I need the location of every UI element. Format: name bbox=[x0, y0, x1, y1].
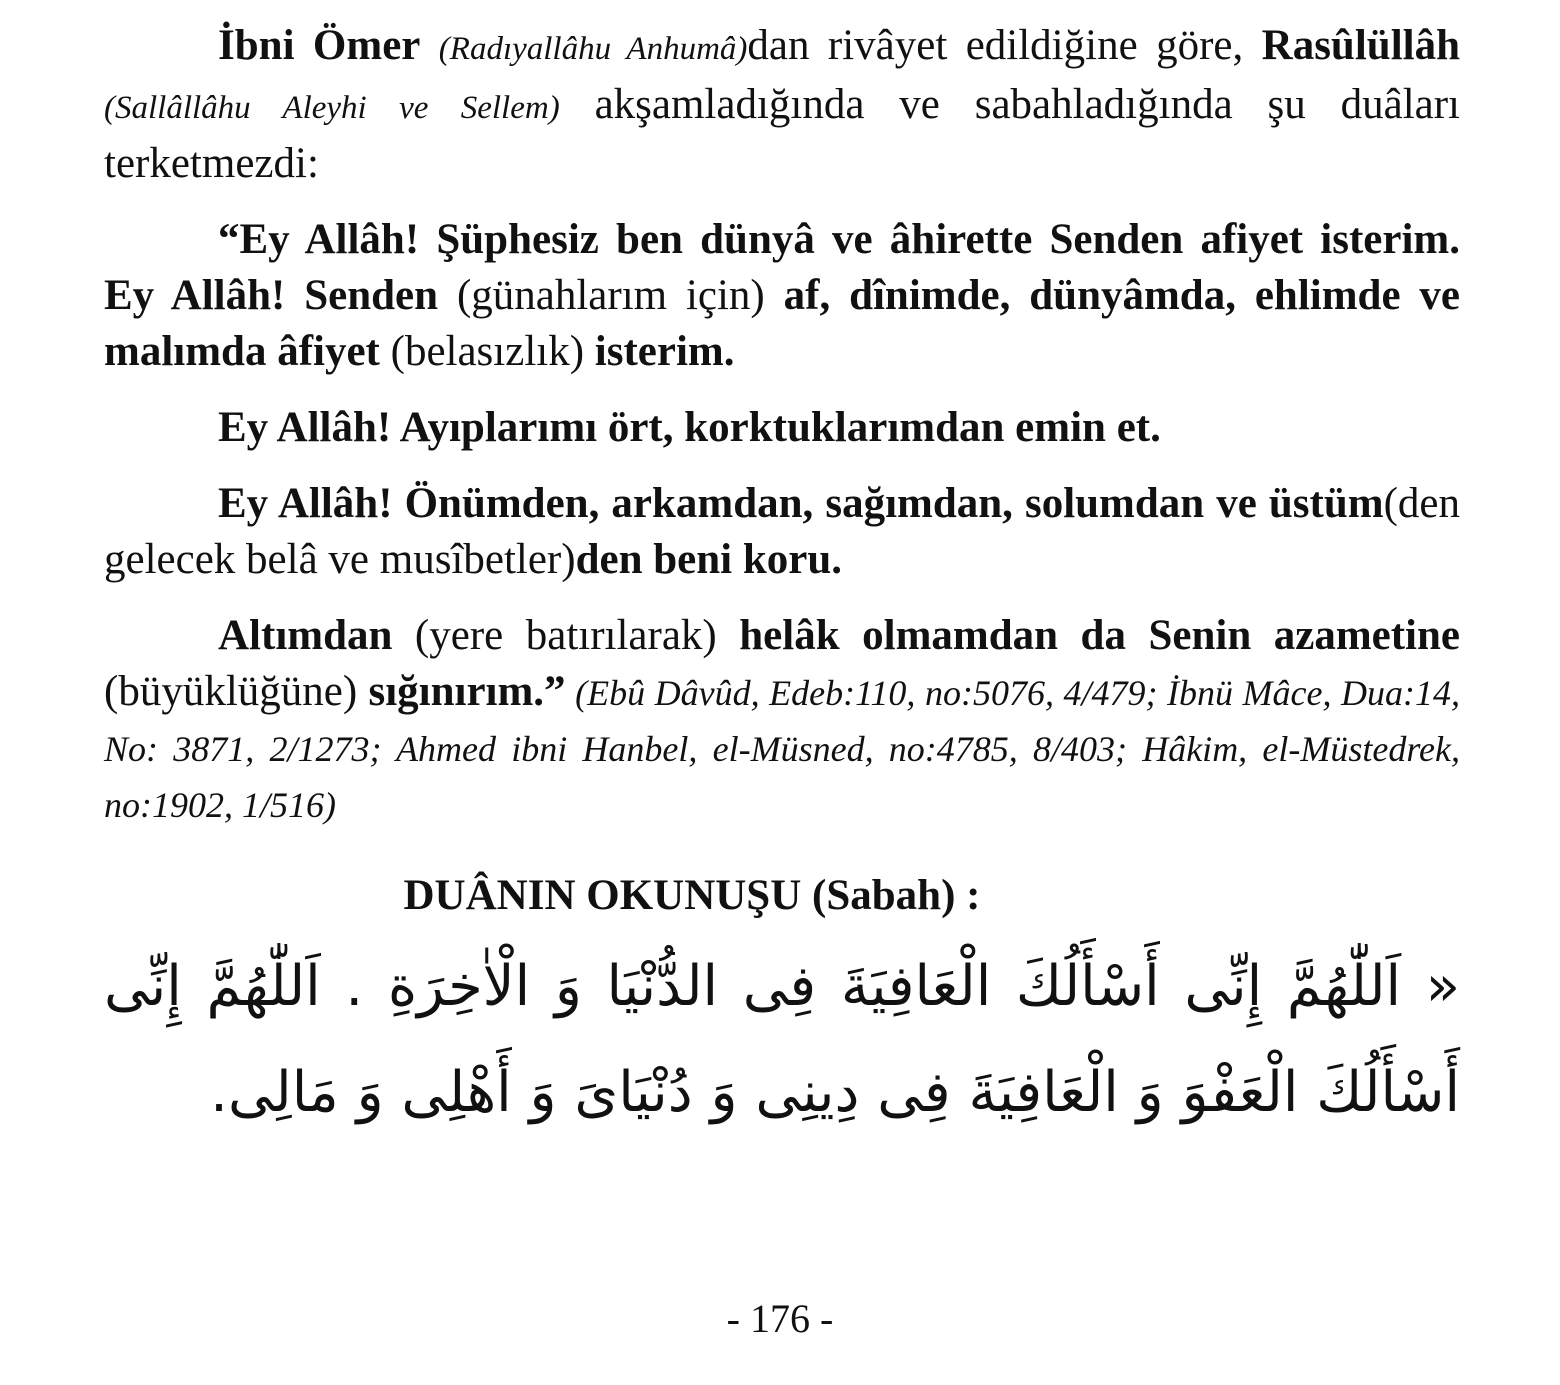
prayer-1-bold-a: “Ey Allâh! Şüphesiz ben dünyâ ve âhirette Senden afiyet isterim. Ey Allâh! Senden bbox=[104, 216, 1460, 319]
prayer-4-note-b: (büyüklüğüne) bbox=[104, 668, 369, 715]
prayer-paragraph-3 bbox=[104, 476, 1460, 588]
prayer-1-bold-c: isterim. bbox=[584, 328, 735, 375]
page-number: - 176 - bbox=[726, 1296, 834, 1341]
prayer-3-bold-b: den beni koru. bbox=[575, 536, 843, 583]
prayer-4-bold-c: sığınırım.” bbox=[368, 668, 566, 715]
intro-text-2: akşamladığında ve sabahladığında şu duâları terketmezdi: bbox=[104, 81, 1461, 187]
arabic-prayer-text: « اَللّٰهُمَّ إِنِّى أَسْأَلُكَ الْعَافِيَةَ فِى الدُّنْيَا وَ الْاٰخِرَةِ . اَللّٰهُمَّ إِنِّى أَسْأَلُكَ الْعَفْوَ وَ الْعَافِيَةَ فِى دِينِى وَ دُنْيَاىَ وَ أَهْلِى وَ مَالِى. bbox=[104, 954, 1460, 1125]
prayer-paragraph-1 bbox=[104, 212, 1460, 380]
prayer-4-bold-b: helâk olmamdan da Senin azametine bbox=[739, 612, 1460, 659]
honorific-prophet: (Sallâllâhu Aleyhi ve Sellem) bbox=[104, 90, 560, 126]
intro-paragraph bbox=[104, 18, 1460, 192]
page-content bbox=[104, 18, 1460, 1146]
prayer-1-bold-b: af, dînimde, dünyâmda, ehlimde ve malımda âfiyet bbox=[104, 272, 1461, 375]
prayer-4-note-a: (yere batırılarak) bbox=[392, 612, 740, 659]
honorific-narrator: (Radıyallâhu Anhumâ) bbox=[438, 31, 748, 67]
prayer-paragraph-4 bbox=[104, 608, 1460, 832]
prayer-2-bold: Ey Allâh! Ayıplarımı ört, korktuklarımdan emin et. bbox=[218, 404, 1161, 451]
intro-text-1: dan rivâyet edildiğine göre, bbox=[747, 22, 1262, 69]
prayer-1-note-b: (belasızlık) bbox=[390, 328, 585, 375]
prayer-3-bold-a: Ey Allâh! Önümden, arkamdan, sağımdan, solumdan ve üstüm bbox=[218, 480, 1384, 527]
section-heading: DUÂNIN OKUNUŞU (Sabah) : bbox=[403, 872, 981, 919]
prayer-3-note: (den gelecek belâ ve musîbetler) bbox=[104, 480, 1460, 583]
narrator-name: İbni Ömer bbox=[218, 22, 421, 69]
prayer-paragraph-2 bbox=[104, 400, 1460, 456]
prayer-4-bold-a: Altımdan bbox=[218, 612, 393, 659]
prophet-name: Rasûlüllâh bbox=[1261, 22, 1461, 69]
hadith-references: (Ebû Dâvûd, Edeb:110, no:5076, 4/479; İbnü Mâce, Dua:14, No: 3871, 2/1273; Ahmed ibni Hanbel, el-Müsned, no:4785, 8/403; Hâkim, el-Müstedrek, no:1902, 1/516) bbox=[104, 673, 1461, 825]
prayer-1-note-a: (günahlarım için) bbox=[456, 272, 765, 319]
